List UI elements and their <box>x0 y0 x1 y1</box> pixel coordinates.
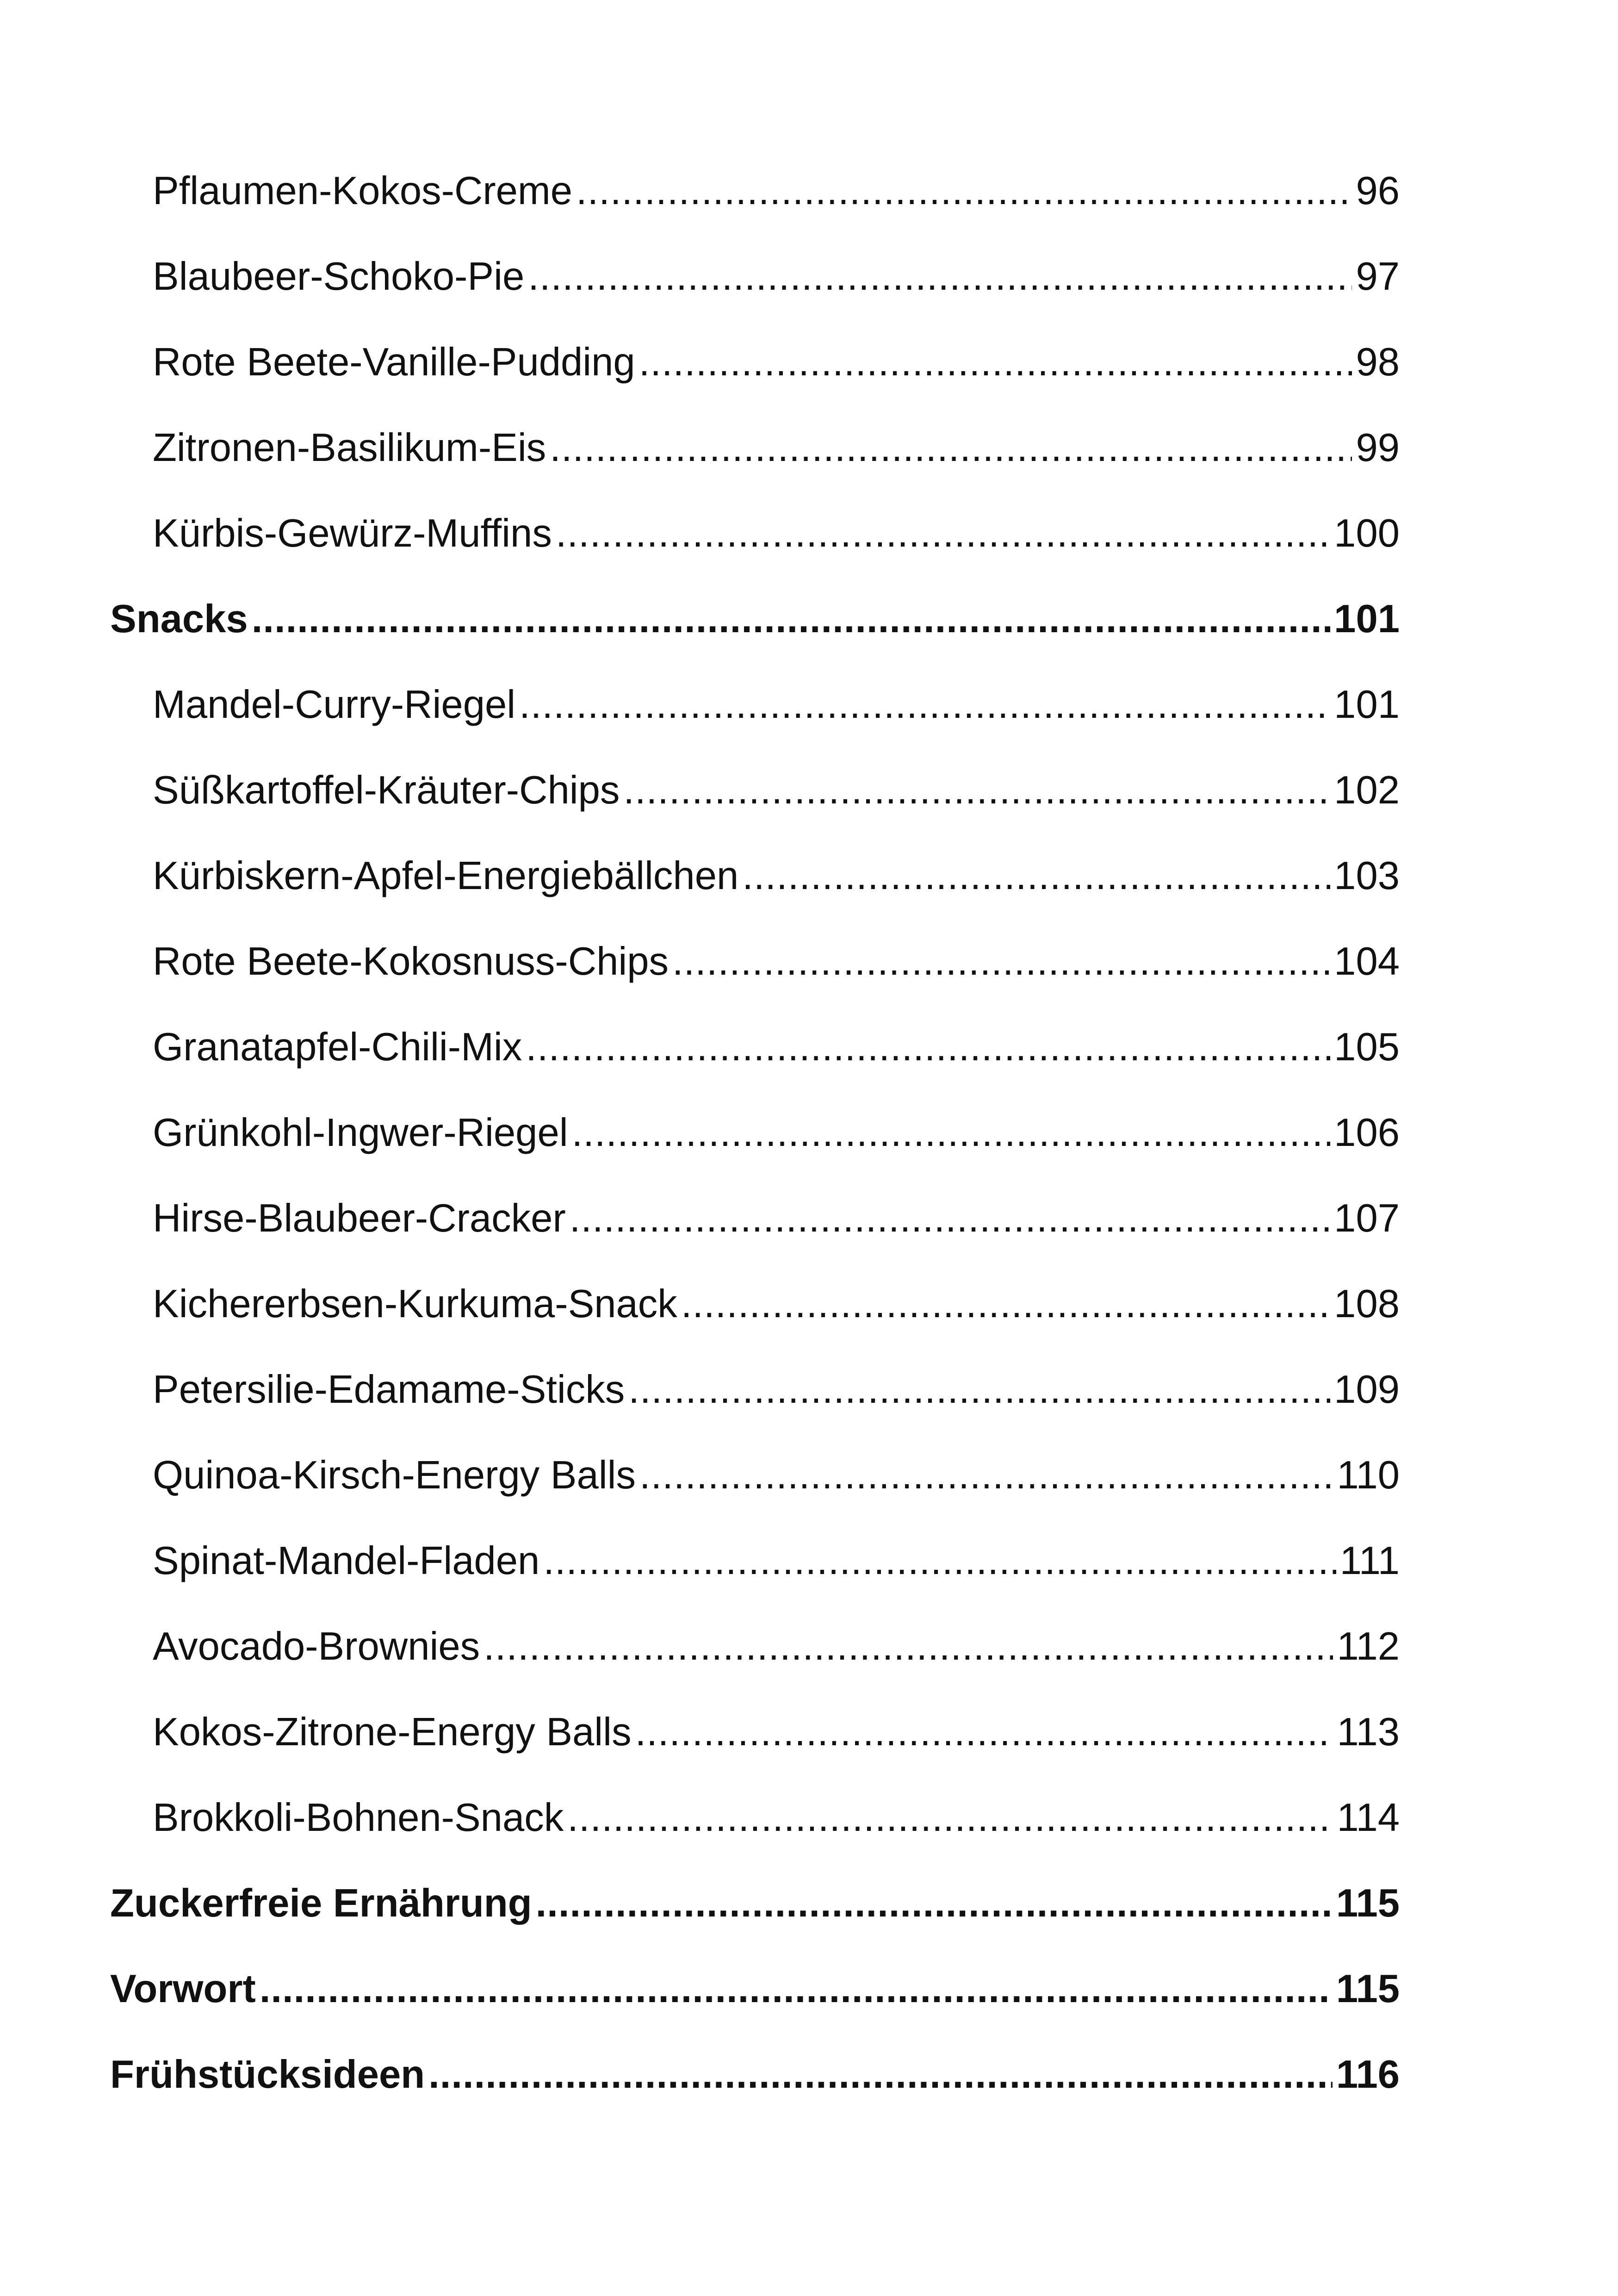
dot-leader <box>484 1617 1333 1677</box>
toc-entry-page: 100 <box>1334 511 1400 555</box>
dot-leader <box>639 1445 1333 1506</box>
toc-section-title: Frühstücksideen <box>110 2053 425 2097</box>
toc-entry[interactable] <box>153 1017 1400 1077</box>
toc-entry-title: Hirse-Blaubeer-Cracker <box>153 1196 566 1240</box>
dot-leader <box>623 760 1330 821</box>
toc-entry-title: Kokos-Zitrone-Energy Balls <box>153 1710 632 1754</box>
toc-entry-page: 105 <box>1334 1025 1400 1069</box>
toc-entry-page: 112 <box>1337 1624 1400 1668</box>
toc-entry-page: 98 <box>1356 340 1400 384</box>
toc-section-entry[interactable] <box>110 2045 1400 2105</box>
toc-entry[interactable] <box>153 760 1400 821</box>
toc-entry-page: 111 <box>1339 1539 1400 1583</box>
toc-entry-title: Avocado-Brownies <box>153 1624 480 1668</box>
toc-entry-title: Süßkartoffel-Kräuter-Chips <box>153 768 620 812</box>
toc-entry[interactable] <box>153 332 1400 392</box>
toc-entry[interactable] <box>153 1103 1400 1163</box>
toc-entry[interactable] <box>153 1788 1400 1848</box>
toc-entry-title: Grünkohl-Ingwer-Riegel <box>153 1111 568 1155</box>
toc-entry-page: 110 <box>1337 1453 1400 1497</box>
toc-entry-page: 104 <box>1334 940 1400 983</box>
toc-section-title: Zuckerfreie Ernährung <box>110 1881 532 1925</box>
toc-entry[interactable] <box>153 1617 1400 1677</box>
toc-entry-title: Pflaumen-Kokos-Creme <box>153 169 572 213</box>
dot-leader <box>570 1188 1330 1249</box>
dot-leader <box>526 1017 1330 1077</box>
toc-entry[interactable] <box>153 1531 1400 1591</box>
toc-section-title: Vorwort <box>110 1967 256 2011</box>
toc-entry-title: Granatapfel-Chili-Mix <box>153 1025 522 1069</box>
toc-entry-title: Petersilie-Edamame-Sticks <box>153 1368 625 1412</box>
toc-entry[interactable] <box>153 932 1400 992</box>
toc-entry[interactable] <box>153 675 1400 735</box>
toc-entry[interactable] <box>153 1274 1400 1334</box>
toc-entry-title: Rote Beete-Kokosnuss-Chips <box>153 940 669 983</box>
toc-entry-title: Zitronen-Basilikum-Eis <box>153 426 546 470</box>
toc-entry-title: Kichererbsen-Kurkuma-Snack <box>153 1282 677 1326</box>
dot-leader <box>519 675 1330 735</box>
toc-entry-title: Brokkoli-Bohnen-Snack <box>153 1796 564 1840</box>
toc-entry-title: Spinat-Mandel-Fladen <box>153 1539 540 1583</box>
toc-entry[interactable] <box>153 504 1400 564</box>
dot-leader <box>672 932 1330 992</box>
toc-section-page: 116 <box>1336 2053 1400 2097</box>
toc-entry[interactable] <box>153 1702 1400 1762</box>
dot-leader <box>567 1788 1333 1848</box>
toc-entry-page: 97 <box>1356 255 1400 299</box>
toc-entry-page: 109 <box>1334 1368 1400 1412</box>
toc-section-entry[interactable] <box>110 1873 1400 1934</box>
toc-section-entry[interactable] <box>110 589 1400 649</box>
toc-entry[interactable] <box>153 1188 1400 1249</box>
toc-entry-title: Quinoa-Kirsch-Energy Balls <box>153 1453 636 1497</box>
toc-entry-page: 114 <box>1337 1796 1400 1840</box>
toc-section-entry[interactable] <box>110 1959 1400 2019</box>
dot-leader <box>635 1702 1333 1762</box>
toc-section-page: 115 <box>1336 1967 1400 2011</box>
toc-entry[interactable] <box>153 161 1400 221</box>
toc-entry-page: 103 <box>1334 854 1400 898</box>
toc-entry[interactable] <box>153 1445 1400 1506</box>
dot-leader <box>742 846 1330 906</box>
toc-entry-page: 102 <box>1334 768 1400 812</box>
dot-leader <box>550 418 1352 478</box>
toc-entry-title: Rote Beete-Vanille-Pudding <box>153 340 635 384</box>
toc-section-page: 115 <box>1336 1881 1400 1925</box>
toc-entry-page: 108 <box>1334 1282 1400 1326</box>
toc-entry-page: 107 <box>1334 1196 1400 1240</box>
toc-entry[interactable] <box>153 846 1400 906</box>
toc-entry-page: 101 <box>1334 683 1400 727</box>
dot-leader <box>260 1959 1333 2019</box>
dot-leader <box>556 504 1330 564</box>
toc-section-title: Snacks <box>110 597 248 641</box>
toc-entry-page: 96 <box>1356 169 1400 213</box>
toc-entry-page: 99 <box>1356 426 1400 470</box>
dot-leader <box>681 1274 1330 1334</box>
toc-section-page: 101 <box>1334 597 1400 641</box>
toc-entry-title: Kürbis-Gewürz-Muffins <box>153 511 552 555</box>
dot-leader <box>528 247 1352 307</box>
dot-leader <box>628 1360 1330 1420</box>
dot-leader <box>543 1531 1336 1591</box>
toc-entry-title: Kürbiskern-Apfel-Energiebällchen <box>153 854 739 898</box>
toc-entry-page: 113 <box>1337 1710 1400 1754</box>
toc-entry-page: 106 <box>1334 1111 1400 1155</box>
toc-entry[interactable] <box>153 1360 1400 1420</box>
dot-leader <box>252 589 1330 649</box>
dot-leader <box>576 161 1352 221</box>
dot-leader <box>572 1103 1331 1163</box>
toc-entry[interactable] <box>153 418 1400 478</box>
dot-leader <box>536 1873 1333 1934</box>
dot-leader <box>639 332 1352 392</box>
toc-entry-title: Blaubeer-Schoko-Pie <box>153 255 525 299</box>
toc-entry-title: Mandel-Curry-Riegel <box>153 683 516 727</box>
dot-leader <box>428 2045 1333 2105</box>
toc-entry[interactable] <box>153 247 1400 307</box>
